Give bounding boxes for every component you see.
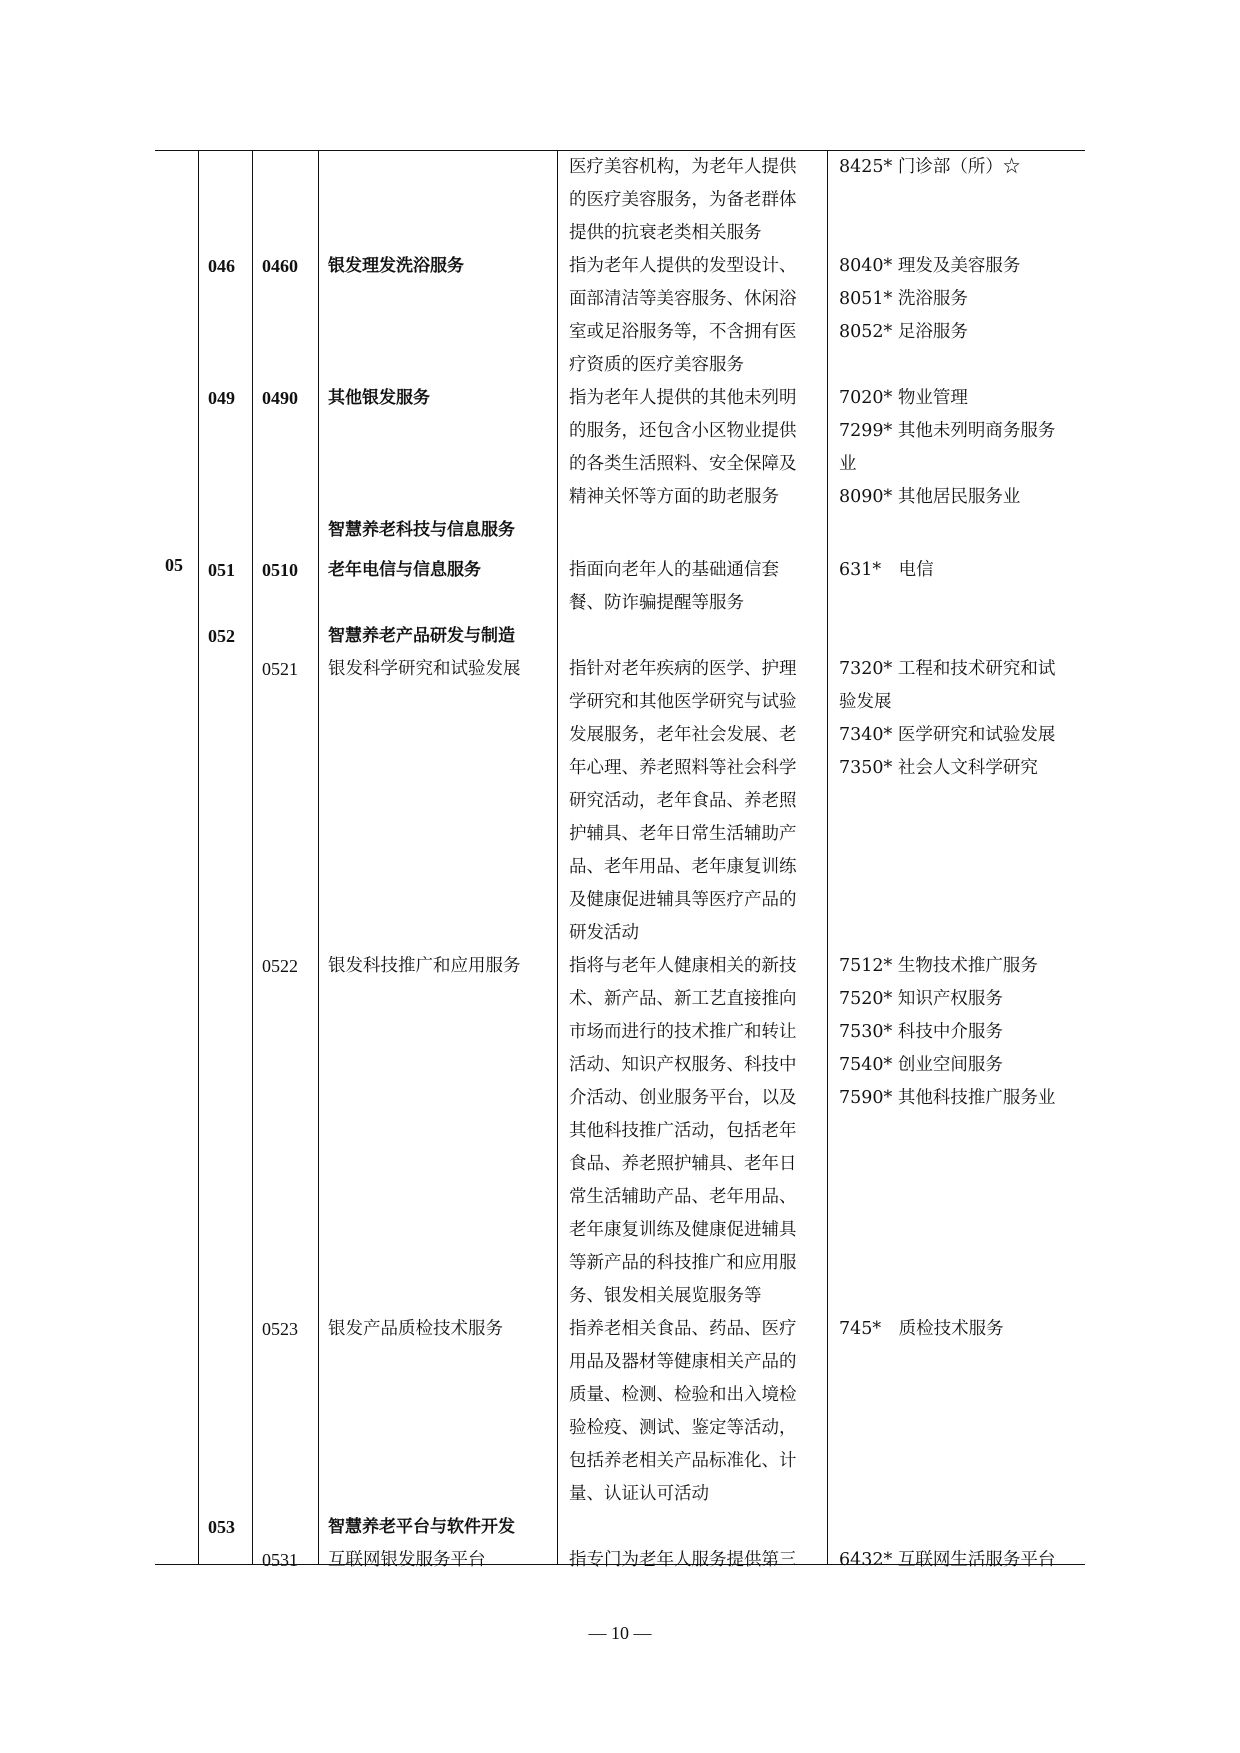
description-cell: 指为老年人提供的发型设计、 面部清洁等美容服务、休闲浴 室或足浴服务等，不含拥有医 疗资质的医疗美容服务	[569, 256, 797, 375]
description-cell: 指专门为老年人服务提供第三	[569, 1549, 797, 1570]
description-cell: 指养老相关食品、药品、医疗 用品及器材等健康相关产品的 质量、检测、检验和出入境检 验检疫、测试、鉴定等活动， 包括养老相关产品标准化、计 量、认证认可活动	[569, 1318, 797, 1504]
industry-codes-cell: 7320* 工程和技术研究和试 验发展 7340* 医学研究和试验发展 7350* 社会人文科学研究	[839, 658, 1056, 778]
sub-code-cell: 0523	[262, 1318, 298, 1339]
description-cell: 指将与老年人健康相关的新技 术、新产品、新工艺直接推向 市场而进行的技术推广和转让 活动、知识产权服务、科技中 介活动、创业服务平台，以及 其他科技推广活动，包括老年 食品、养老照护辅具、老年日 常生活辅助产品、老年用品、 老年康复训练及健康促进辅具 等新产品的科技推广和应用服 务、银发相关展览服务等	[569, 955, 797, 1306]
category-name-cell: 智慧养老产品研发与制造	[328, 625, 515, 646]
major-code-cell: 05	[165, 554, 183, 575]
industry-codes-cell: 7512* 生物技术推广服务 7520* 知识产权服务 7530* 科技中介服务 7540* 创业空间服务 7590* 其他科技推广服务业	[839, 955, 1056, 1108]
industry-codes-cell: 631* 电信	[839, 559, 934, 580]
sub-code-cell: 0521	[262, 658, 298, 679]
category-name-cell: 智慧养老平台与软件开发	[328, 1516, 515, 1537]
category-name-cell: 互联网银发服务平台	[328, 1549, 486, 1570]
sub-code-cell: 0490	[262, 388, 298, 408]
mid-code-cell: 052	[208, 625, 235, 646]
industry-codes-cell: 8425* 门诊部（所）☆	[839, 157, 1021, 177]
classification-table	[155, 150, 1085, 1570]
description-cell: 指针对老年疾病的医学、护理 学研究和其他医学研究与试验 发展服务，老年社会发展、老 年心理、养老照料等社会科学 研究活动，老年食品、养老照 护辅具、老年日常生活辅助产 品、老年用品、老年康复训练 及健康促进辅具等医疗产品的 研发活动	[569, 658, 797, 943]
sub-code-cell: 0460	[262, 256, 298, 276]
industry-codes-cell: 8040* 理发及美容服务 8051* 洗浴服务 8052* 足浴服务	[839, 256, 1021, 342]
category-name-cell: 银发产品质检技术服务	[328, 1318, 503, 1339]
description-cell: 指面向老年人的基础通信套 餐、防诈骗提醒等服务	[569, 559, 779, 613]
industry-codes-cell: 6432* 互联网生活服务平台	[839, 1549, 1056, 1570]
mid-code-cell: 051	[208, 559, 235, 580]
mid-code-cell: 046	[208, 256, 235, 276]
industry-codes-cell: 745* 质检技术服务	[839, 1318, 1004, 1339]
category-name-cell: 老年电信与信息服务	[328, 559, 481, 580]
category-name-cell: 智慧养老科技与信息服务	[328, 520, 515, 540]
category-name-cell: 银发理发洗浴服务	[328, 256, 464, 276]
sub-code-cell: 0510	[262, 559, 298, 580]
mid-code-cell: 049	[208, 388, 235, 408]
description-cell: 医疗美容机构，为老年人提供 的医疗美容服务，为备老群体 提供的抗衰老类相关服务	[569, 157, 797, 243]
description-cell: 指为老年人提供的其他未列明 的服务，还包含小区物业提供 的各类生活照料、安全保障及 精神关怀等方面的助老服务	[569, 388, 797, 507]
category-name-cell: 其他银发服务	[328, 388, 430, 408]
mid-code-cell: 053	[208, 1516, 235, 1537]
industry-codes-cell: 7020* 物业管理 7299* 其他未列明商务服务 业 8090* 其他居民服务业	[839, 388, 1056, 507]
page-number: — 10 —	[588, 1623, 652, 1643]
sub-code-cell: 0531	[262, 1549, 298, 1570]
category-name-cell: 银发科技推广和应用服务	[328, 955, 521, 976]
category-name-cell: 银发科学研究和试验发展	[328, 658, 521, 679]
sub-code-cell: 0522	[262, 955, 298, 976]
